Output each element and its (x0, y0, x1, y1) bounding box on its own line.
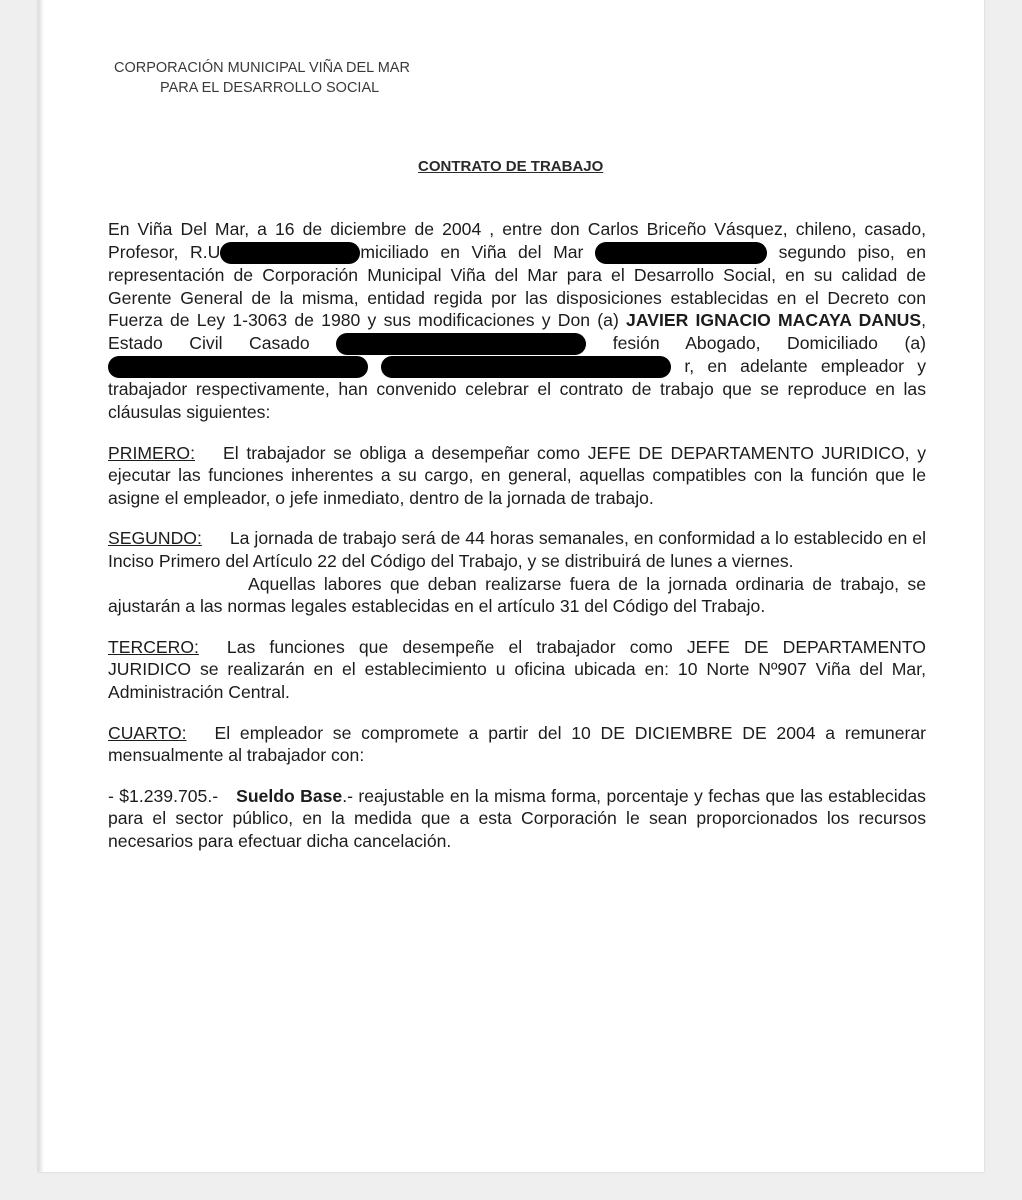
intro-paragraph (108, 218, 926, 424)
clause-primero-text: El trabajador se obliga a desempeñar como JEFE DE DEPARTAMENTO JURIDICO, y ejecutar las funciones inherentes a su cargo, en general, aquellas compatibles con la función que le asigne el empleador, o jefe inmediato, dentro de la jornada de trabajo. (108, 442, 926, 508)
clause-segundo-text-2: Aquellas labores que deban realizarse fuera de la jornada ordinaria de trabajo, se ajustarán a las normas legales establecidas en el artículo 31 del Código del Trabajo. (108, 573, 926, 617)
clause-segundo-text: La jornada de trabajo será de 44 horas semanales, en conformidad a lo establecido en el Inciso Primero del Artículo 22 del Código del Trabajo, y se distribuirá de lunes a viernes. (108, 528, 926, 571)
clause-cuarto (108, 722, 926, 767)
clause-tercero-heading: TERCERO: (108, 636, 199, 657)
redaction-employee-address (108, 356, 368, 378)
document-title: CONTRATO DE TRABAJO (418, 158, 604, 175)
document-body (108, 218, 926, 871)
salary-item (108, 785, 926, 853)
intro-text-2: miciliado en Viña del Mar (360, 241, 584, 262)
redaction-rut (220, 242, 360, 264)
clause-primero-heading: PRIMERO: (108, 442, 195, 463)
letterhead-line-1: CORPORACIÓN MUNICIPAL VIÑA DEL MAR (114, 60, 410, 76)
clause-tercero (108, 636, 926, 704)
clause-segundo-paragraph-2 (108, 573, 926, 618)
clause-cuarto-heading: CUARTO: (108, 722, 187, 743)
clause-cuarto-text: El empleador se compromete a partir del 10 DE DICIEMBRE DE 2004 a remunerar mensualmente al trabajador con: (108, 722, 926, 766)
salary-text: .- reajustable en la misma forma, porcentaje y fechas que las establecidas para el sector público, en la medida que a esta Corporación le sean proporcionados los recursos necesarios para efectuar dicha cancelación. (108, 785, 926, 851)
redaction-employee-rut (336, 333, 586, 355)
letterhead (114, 58, 410, 98)
scan-edge-shadow (38, 0, 44, 1172)
document-page (38, 0, 984, 1172)
salary-label: Sueldo Base (236, 785, 343, 806)
clause-tercero-text: Las funciones que desempeñe el trabajador como JEFE DE DEPARTAMENTO JURIDICO se realizarán en el establecimiento u oficina ubicada en: 10 Norte Nº907 Viña del Mar, Administración Central. (108, 636, 926, 702)
intro-text-4: , Estado Civil Casado (108, 310, 927, 353)
intro-text-1: En Viña Del Mar, a 16 de diciembre de 2004 , entre don Carlos Briceño Vásquez, chileno, casado, Profesor, R.U (108, 219, 926, 262)
salary-amount: - $1.239.705.- (108, 785, 219, 806)
clause-segundo (108, 527, 926, 572)
intro-text-3: segundo piso, en representación de Corporación Municipal Viña del Mar para el Desarrollo Social, en su calidad de Gerente General de la misma, entidad regida por las disposiciones establecidas en el Decreto con Fuerza de Ley 1-3063 de 1980 y sus modificaciones y Don (a) (108, 241, 926, 331)
intro-text-5: fesión Abogado, Domiciliado (a) (612, 332, 926, 353)
letterhead-line-2: PARA EL DESARROLLO SOCIAL (160, 80, 380, 96)
clause-segundo-heading: SEGUNDO: (108, 528, 202, 549)
redaction-employee-address-2 (381, 356, 671, 378)
redaction-address (595, 242, 767, 264)
intro-text-6: r, en adelante empleador y trabajador respectivamente, han convenido celebrar el contrato de trabajo que se reproduce en las cláusulas siguientes: (108, 356, 926, 422)
clause-primero (108, 442, 926, 510)
employee-name: JAVIER IGNACIO MACAYA DANUS (626, 310, 922, 331)
